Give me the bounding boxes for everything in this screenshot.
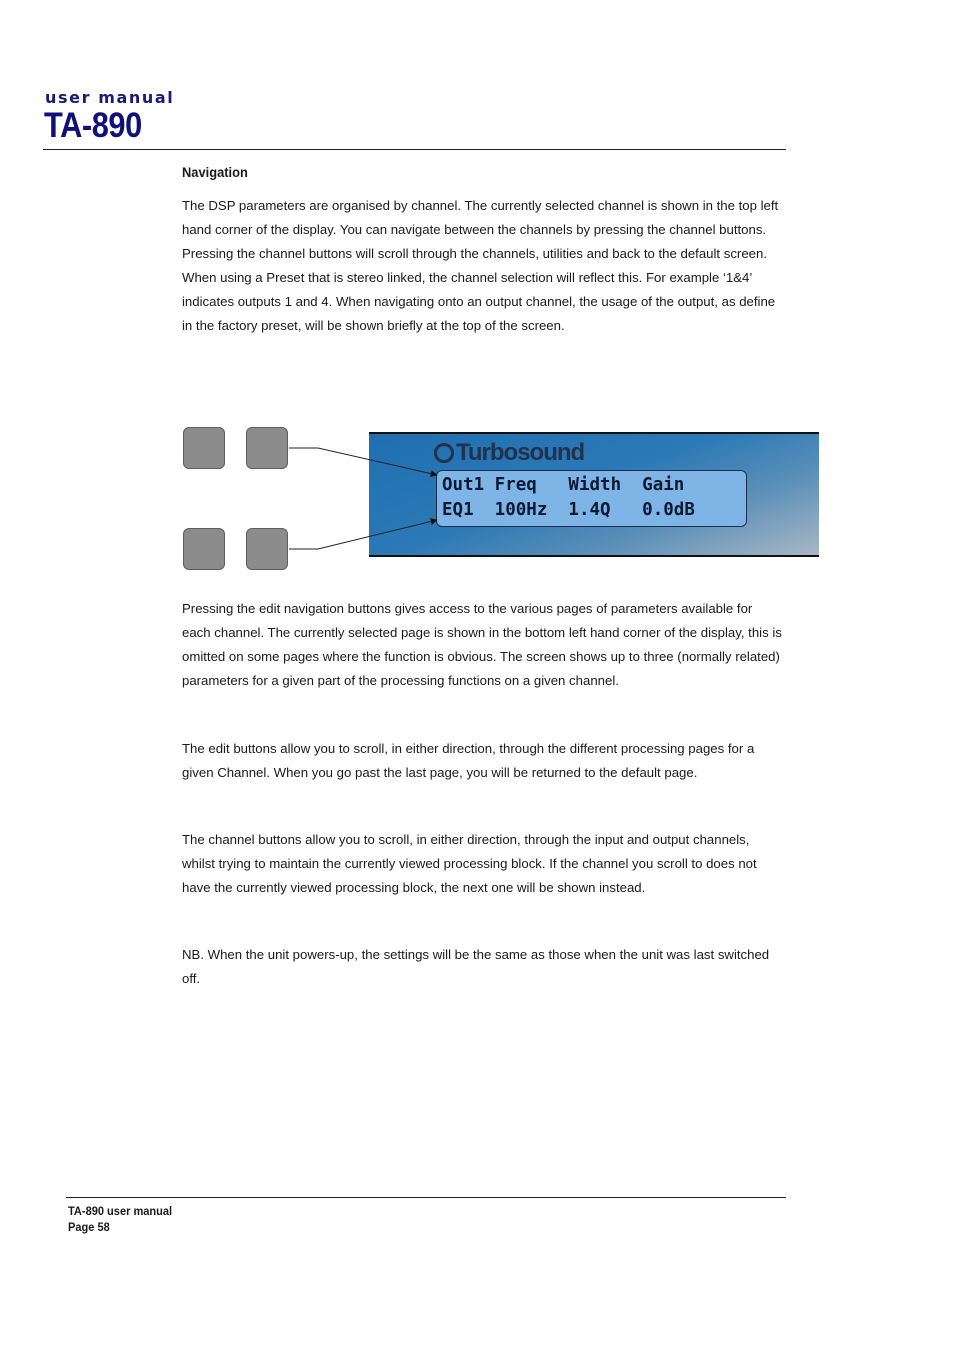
section-title: Navigation	[182, 164, 248, 180]
brand-ring-icon	[434, 443, 454, 463]
edit-button-left[interactable]	[183, 528, 225, 570]
brand-name: Turbosound	[456, 439, 585, 466]
edit-button-right[interactable]	[246, 528, 288, 570]
lcd-row-bottom: EQ1 100Hz 1.4Q 0.0dB	[442, 500, 695, 520]
footer-page-number: Page 58	[68, 1220, 110, 1234]
footer-rule	[66, 1197, 786, 1198]
manual-subtitle: user manual	[45, 88, 175, 107]
paragraph-power-up-note: NB. When the unit powers-up, the settings will be the same as those when the unit was last switched off.	[182, 947, 770, 986]
brand-logo	[434, 439, 584, 467]
channel-button-left[interactable]	[183, 427, 225, 469]
paragraph-edit-buttons: The edit buttons allow you to scroll, in either direction, through the different processing pages for a given Channel. When you go past the last page, you will be returned to the default page.	[182, 741, 755, 780]
lcd-screen	[436, 470, 747, 527]
lcd-row-top: Out1 Freq Width Gain	[442, 475, 685, 495]
header-rule	[43, 149, 786, 150]
paragraph-edit-navigation: Pressing the edit navigation buttons gives access to the various pages of parameters available for each channel. The currently selected page is shown in the bottom left hand corner of the display, this is omitted on some pages where the function is obvious. The screen shows up to three (normally related) parameters for a given part of the processing functions on a given channel.	[182, 601, 782, 688]
paragraph-channel-buttons: The channel buttons allow you to scroll, in either direction, through the input and output channels, whilst trying to maintain the currently viewed processing block. If the channel you scroll to does not have the currently viewed processing block, the next one will be shown instead.	[182, 832, 757, 895]
manual-title: TA-890	[44, 106, 142, 145]
channel-button-right[interactable]	[246, 427, 288, 469]
paragraph-intro: The DSP parameters are organised by channel. The currently selected channel is shown in the top left hand corner of the display. You can navigate between the channels by pressing the channel buttons. Pressing the channel buttons will scroll through the channels, utilities and back to the default screen. When using a Preset that is stereo linked, the channel selection will reflect this. For example ‘1&4’ indicates outputs 1 and 4. When navigating onto an output channel, the usage of the output, as define in the factory preset, will be shown briefly at the top of the screen.	[182, 198, 779, 333]
footer-manual-name: TA-890 user manual	[68, 1204, 173, 1218]
